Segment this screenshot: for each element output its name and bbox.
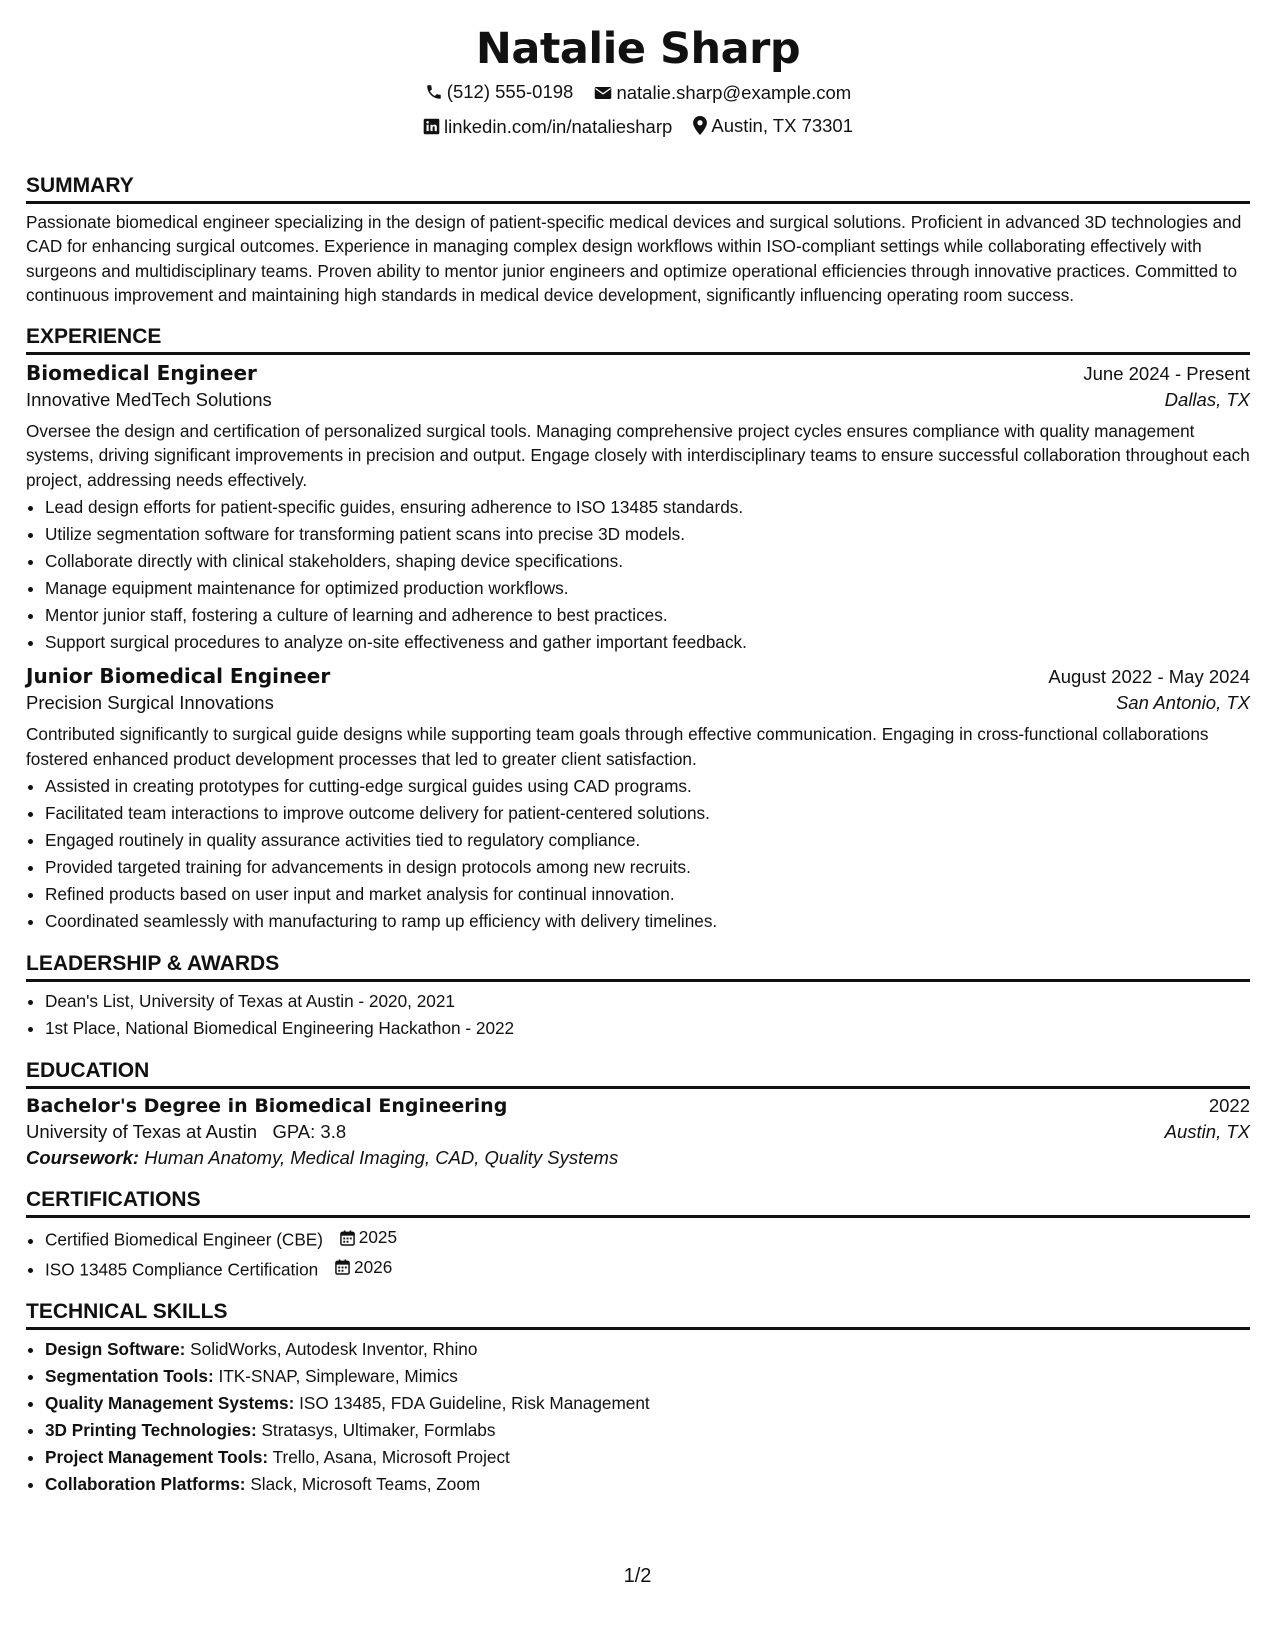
job-bullet: • Lead design efforts for patient-specific guides, ensuring adherence to ISO 13485 standards. bbox=[45, 494, 1250, 521]
skill-label: Quality Management Systems: bbox=[45, 1393, 295, 1413]
linkedin-icon bbox=[423, 118, 440, 135]
gpa: GPA: 3.8 bbox=[272, 1121, 347, 1142]
skill-label: Design Software: bbox=[45, 1339, 186, 1359]
summary-text: Passionate biomedical engineer specializing in the design of patient-specific medical devices and surgical solutions. Proficient in advanced 3D technologies and CAD for enhancing surgical outcomes. Experience in managing complex design workflows within ISO-compliant settings while collaborating effectively with surgeons and multidisciplinary teams. Proven ability to mentor junior engineers and optimize operational efficiencies through innovative practices. Committed to continuous improvement and maintaining high standards in medical device development, significantly influencing operating room success. bbox=[26, 211, 1242, 305]
skill-item bbox=[45, 1444, 1250, 1471]
skill-label: Segmentation Tools: bbox=[45, 1366, 214, 1386]
company-name: Innovative MedTech Solutions bbox=[26, 388, 272, 410]
skill-value: SolidWorks, Autodesk Inventor, Rhino bbox=[190, 1339, 478, 1359]
school-name: University of Texas at Austin bbox=[26, 1121, 258, 1142]
certification-item bbox=[45, 1254, 1250, 1284]
candidate-name: Natalie Sharp bbox=[475, 24, 801, 74]
award-item: • Dean's List, University of Texas at Austin - 2020, 2021 bbox=[45, 988, 1250, 1015]
experience-title: EXPERIENCE bbox=[26, 324, 1250, 355]
graduation-year: 2022 bbox=[1208, 1095, 1250, 1116]
school-info bbox=[26, 1121, 346, 1143]
school-row bbox=[26, 1121, 1250, 1143]
skill-item bbox=[45, 1363, 1250, 1390]
envelope-icon bbox=[594, 85, 612, 101]
job-company-row bbox=[26, 692, 1250, 714]
job-bullets bbox=[26, 494, 1250, 656]
resume-page bbox=[26, 22, 1250, 1498]
certification-name: Certified Biomedical Engineer (CBE) bbox=[45, 1229, 323, 1250]
certifications-list bbox=[26, 1224, 1250, 1283]
experience-section bbox=[26, 324, 1250, 936]
leadership-title: LEADERSHIP & AWARDS bbox=[26, 951, 1250, 982]
certifications-section bbox=[26, 1187, 1250, 1283]
page-number: 1/2 bbox=[623, 1565, 652, 1587]
education-title: EDUCATION bbox=[26, 1058, 1250, 1089]
summary-section bbox=[26, 173, 1250, 308]
skill-label: Project Management Tools: bbox=[45, 1447, 269, 1467]
job-bullets bbox=[26, 773, 1250, 935]
school-location: Austin, TX bbox=[1164, 1121, 1250, 1142]
degree-name: Bachelor's Degree in Biomedical Engineering bbox=[26, 1095, 508, 1117]
job-bullet: • Mentor junior staff, fostering a culture of learning and adherence to best practices. bbox=[45, 602, 1250, 629]
certification-date bbox=[335, 1254, 392, 1281]
skill-label: Collaboration Platforms: bbox=[45, 1474, 246, 1494]
skill-value: ISO 13485, FDA Guideline, Risk Management bbox=[299, 1393, 650, 1413]
skill-item bbox=[45, 1417, 1250, 1444]
certification-item bbox=[45, 1224, 1250, 1254]
company-name: Precision Surgical Innovations bbox=[26, 692, 274, 713]
job-bullet: • Provided targeted training for advancements in design protocols among new recruits. bbox=[45, 854, 1250, 881]
phone-icon bbox=[425, 83, 443, 101]
certifications-title: CERTIFICATIONS bbox=[26, 1187, 1250, 1218]
job-bullet: • Utilize segmentation software for transforming patient scans into precise 3D models. bbox=[45, 521, 1250, 548]
award-item: • 1st Place, National Biomedical Engineering Hackathon - 2022 bbox=[45, 1015, 1250, 1042]
linkedin-contact[interactable] bbox=[423, 111, 672, 142]
phone-contact[interactable] bbox=[425, 76, 574, 107]
job-description: Oversee the design and certification of personalized surgical tools. Managing comprehensive project cycles ensures compliance with quality management systems, driving significant improvements in precision and output. Engage closely with interdisciplinary teams to ensure successful collaboration throughout each project, addressing needs effectively. bbox=[26, 420, 1250, 490]
education-section bbox=[26, 1058, 1250, 1169]
location-contact bbox=[693, 110, 853, 141]
job-location: Dallas, TX bbox=[1164, 388, 1250, 410]
summary-title: SUMMARY bbox=[26, 173, 1250, 204]
contact-line-1 bbox=[26, 76, 1250, 110]
phone-number: (512) 555-0198 bbox=[446, 81, 574, 102]
coursework-label: Coursework: bbox=[26, 1147, 140, 1168]
coursework-line bbox=[26, 1147, 1250, 1169]
skills-section bbox=[26, 1299, 1250, 1498]
coursework-list: Human Anatomy, Medical Imaging, CAD, Quality Systems bbox=[144, 1147, 619, 1168]
job-header-row bbox=[26, 361, 1250, 385]
certification-name: ISO 13485 Compliance Certification bbox=[45, 1259, 319, 1279]
job-header-row bbox=[26, 664, 1250, 688]
job-bullet: • Manage equipment maintenance for optimized production workflows. bbox=[45, 575, 1250, 602]
job-bullet: • Assisted in creating prototypes for cutting-edge surgical guides using CAD programs. bbox=[45, 773, 1250, 800]
certification-date bbox=[340, 1224, 397, 1251]
map-pin-icon bbox=[693, 116, 707, 135]
skills-list bbox=[26, 1336, 1250, 1498]
skill-value: Slack, Microsoft Teams, Zoom bbox=[250, 1474, 481, 1494]
contact-line-2 bbox=[26, 110, 1250, 144]
email-address: natalie.sharp@example.com bbox=[616, 82, 852, 103]
linkedin-url: linkedin.com/in/nataliesharp bbox=[443, 115, 673, 137]
location-text: Austin, TX 73301 bbox=[711, 114, 854, 136]
leadership-section bbox=[26, 951, 1250, 1042]
job-title: Junior Biomedical Engineer bbox=[26, 664, 331, 688]
calendar-icon bbox=[335, 1259, 350, 1275]
job-bullet: • Refined products based on user input and market analysis for continual innovation. bbox=[45, 881, 1250, 908]
skill-item bbox=[45, 1336, 1250, 1363]
job-bullet: • Coordinated seamlessly with manufacturing to ramp up efficiency with delivery timelines. bbox=[45, 908, 1250, 935]
job-bullet: • Facilitated team interactions to improve outcome delivery for patient-centered solutions. bbox=[45, 800, 1250, 827]
resume-header bbox=[26, 22, 1250, 144]
job-dates: August 2022 - May 2024 bbox=[1048, 666, 1250, 687]
degree-row bbox=[26, 1095, 1250, 1117]
skill-item bbox=[45, 1471, 1250, 1498]
job-title: Biomedical Engineer bbox=[26, 360, 257, 385]
email-contact[interactable] bbox=[594, 77, 851, 108]
job-bullet: • Support surgical procedures to analyze on-site effectiveness and gather important feedback. bbox=[45, 629, 1250, 656]
skill-value: Trello, Asana, Microsoft Project bbox=[272, 1447, 510, 1467]
job-bullet: • Engaged routinely in quality assurance activities tied to regulatory compliance. bbox=[45, 827, 1250, 854]
job-location: San Antonio, TX bbox=[1115, 692, 1250, 713]
skill-value: ITK-SNAP, Simpleware, Mimics bbox=[218, 1366, 458, 1386]
skill-label: 3D Printing Technologies: bbox=[45, 1420, 257, 1440]
calendar-icon bbox=[340, 1230, 355, 1246]
certification-year: 2025 bbox=[358, 1227, 398, 1247]
leadership-list bbox=[26, 988, 1250, 1042]
skills-title: TECHNICAL SKILLS bbox=[26, 1299, 1250, 1330]
job-bullet: • Collaborate directly with clinical stakeholders, shaping device specifications. bbox=[45, 548, 1250, 575]
certification-year: 2026 bbox=[354, 1256, 393, 1277]
job-entry bbox=[26, 361, 1250, 657]
job-dates: June 2024 - Present bbox=[1083, 362, 1250, 384]
job-description: Contributed significantly to surgical guide designs while supporting team goals through effective communication. Engaging in cross-functional collaborations fostered enhanced product development processes that led to greater client satisfaction. bbox=[26, 724, 1209, 769]
skill-item bbox=[45, 1390, 1250, 1417]
skill-value: Stratasys, Ultimaker, Formlabs bbox=[261, 1420, 496, 1440]
job-entry bbox=[26, 664, 1250, 935]
job-company-row bbox=[26, 389, 1250, 411]
